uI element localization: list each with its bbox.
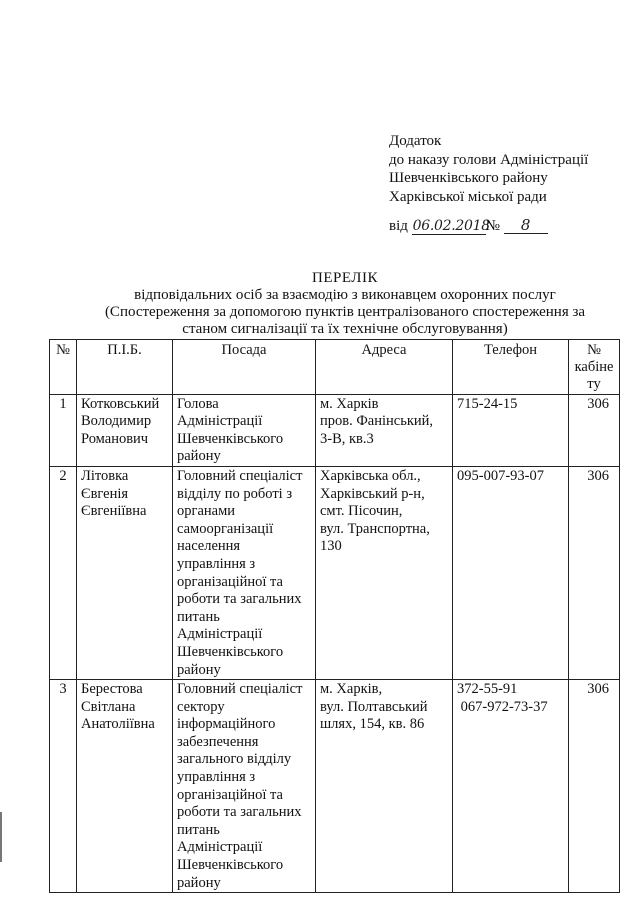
order-date-line (389, 217, 548, 235)
position-line: населення (177, 538, 241, 555)
position-line: відділу по роботі з (177, 485, 293, 502)
address-line: пров. Фанінський, (320, 413, 434, 430)
position-line: питань (177, 821, 220, 838)
position-line: сектору (177, 698, 225, 715)
address-line: 3-В, кв.3 (320, 430, 374, 447)
heading-line: станом сигналізації та їх технічне обслуговування) (182, 321, 508, 337)
name-line: Берестова (81, 681, 143, 698)
table-row (50, 466, 620, 679)
position-line: Адміністрації (177, 626, 263, 643)
name-line: Євгеніївна (81, 503, 147, 520)
name-line: Світлана (81, 698, 136, 715)
scan-edge-mark (0, 812, 2, 862)
cell-phone (453, 680, 569, 893)
col-header-address: Адреса (316, 340, 453, 395)
cell-address (316, 680, 453, 893)
cell-phone (453, 466, 569, 679)
cell-address (316, 394, 453, 466)
position-line: Голова (177, 395, 219, 412)
col-header-room-line: ту (587, 376, 601, 392)
position-line: організаційної та (177, 786, 283, 803)
document-heading (60, 270, 630, 338)
position-line: загального відділу (177, 751, 292, 768)
cell-name (77, 394, 173, 466)
position-line: Адміністрації (177, 413, 263, 430)
position-line: роботи та загальних (177, 804, 302, 821)
cell-address (316, 466, 453, 679)
table-row (50, 680, 620, 893)
heading-line: (Спостереження за допомогою пунктів централізованого спостереження за (104, 304, 586, 320)
col-header-phone: Телефон (453, 340, 569, 395)
name-line: Котковський (81, 395, 160, 412)
position-line: організаційної та (177, 573, 283, 590)
position-line: Шевченківського (177, 430, 284, 447)
col-header-no: № (50, 340, 77, 395)
name-line: Володимир (81, 413, 152, 430)
phone-line: 067-972-73-37 (457, 698, 548, 715)
address-line: шлях, 154, кв. 86 (320, 716, 425, 733)
cell-name (77, 466, 173, 679)
cell-room: 306 (569, 466, 620, 679)
cell-position (173, 466, 316, 679)
address-line: Харківський р-н, (320, 485, 425, 502)
phone-line: 372-55-91 (457, 681, 518, 698)
position-line: інформаційного (177, 716, 276, 733)
cell-room: 306 (569, 680, 620, 893)
position-line: забезпечення (177, 733, 259, 750)
appendix-block (389, 132, 588, 206)
date-prefix: від (389, 218, 408, 234)
position-line: району (177, 448, 221, 465)
position-line: Адміністрації (177, 839, 263, 856)
heading-line: відповідальних осіб за взаємодію з виконавцем охоронних послуг (134, 287, 556, 303)
appendix-line: Додаток (389, 133, 442, 149)
cell-number: 1 (50, 394, 77, 466)
name-line: Анатоліївна (81, 716, 155, 733)
address-line: смт. Пісочин, (320, 503, 403, 520)
col-header-room-line: № (587, 342, 601, 358)
position-line: питань (177, 608, 220, 625)
appendix-line: Харківської міської ради (389, 188, 547, 205)
cell-position (173, 680, 316, 893)
appendix-line: Шевченківського району (389, 170, 548, 186)
position-line: управління з (177, 555, 256, 572)
col-header-room-line: кабіне (574, 359, 614, 375)
position-line: самоорганізації (177, 520, 274, 537)
cell-name (77, 680, 173, 893)
cell-phone (453, 394, 569, 466)
col-header-position: Посада (173, 340, 316, 395)
name-line: Романович (81, 430, 149, 447)
appendix-line: до наказу голови Адміністрації (389, 151, 589, 168)
address-line: вул. Транспортна, (320, 520, 430, 537)
position-line: роботи та загальних (177, 591, 302, 608)
address-line: 130 (320, 538, 342, 555)
handwritten-date: 06.02.2018 (412, 218, 490, 234)
number-sign: № (485, 218, 500, 234)
name-line: Євгенія (81, 485, 129, 502)
position-line: Головний спеціаліст (177, 467, 303, 484)
table-header-row (50, 340, 620, 395)
position-line: району (177, 874, 221, 891)
position-line: Шевченківського (177, 857, 284, 874)
responsible-persons-table (49, 339, 620, 893)
position-line: Шевченківського (177, 643, 284, 660)
position-line: органами (177, 503, 236, 520)
cell-number: 2 (50, 466, 77, 679)
address-line: вул. Полтавський (320, 698, 428, 715)
col-header-room (569, 340, 620, 395)
table-row (50, 394, 620, 466)
position-line: управління з (177, 769, 256, 786)
col-header-name: П.І.Б. (77, 340, 173, 395)
cell-position (173, 394, 316, 466)
address-line: м. Харків (320, 395, 379, 412)
cell-number: 3 (50, 680, 77, 893)
phone-line: 095-007-93-07 (457, 467, 544, 484)
handwritten-number: 8 (504, 217, 548, 234)
phone-line: 715-24-15 (457, 395, 518, 412)
address-line: Харківська обл., (320, 467, 421, 484)
name-line: Літовка (81, 467, 129, 484)
position-line: Головний спеціаліст (177, 681, 303, 698)
position-line: району (177, 661, 221, 678)
document-title: ПЕРЕЛІК (312, 270, 378, 286)
cell-room: 306 (569, 394, 620, 466)
address-line: м. Харків, (320, 681, 383, 698)
